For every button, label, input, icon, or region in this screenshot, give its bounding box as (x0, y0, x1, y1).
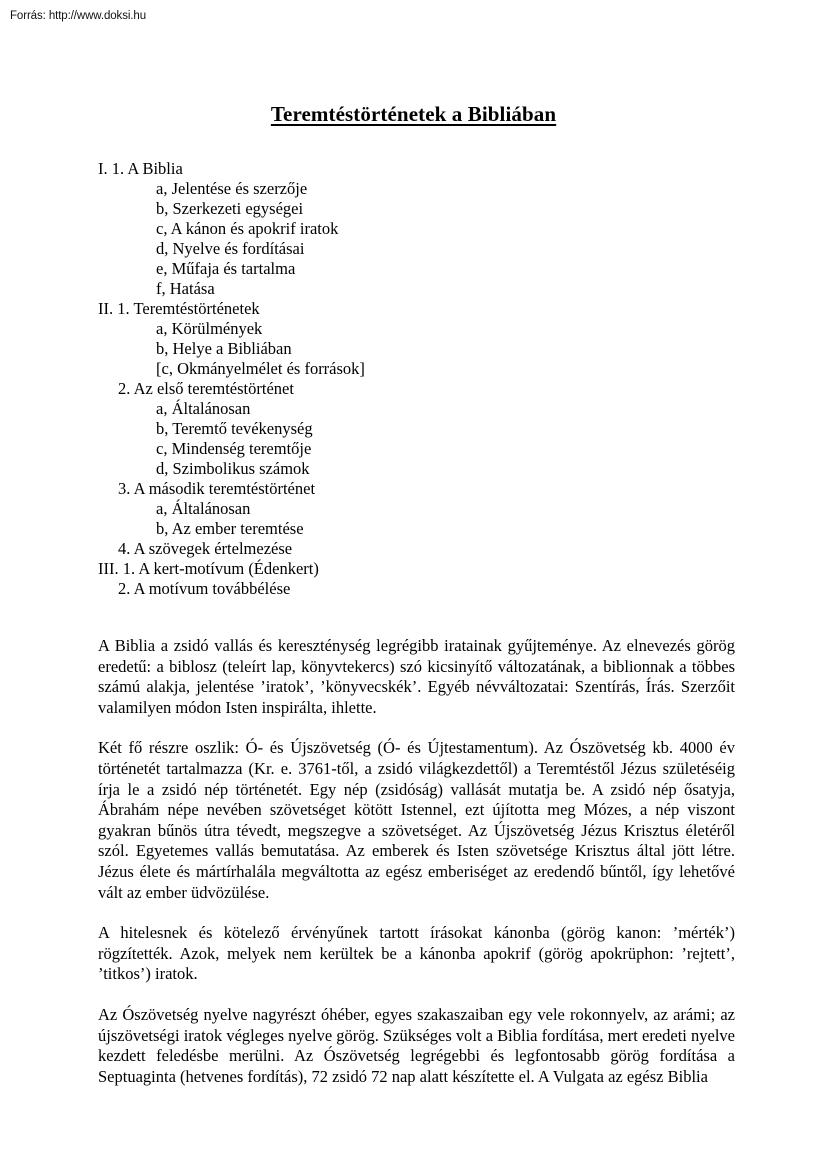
toc-entry: a, Általánosan (156, 499, 251, 518)
toc-entry: III. 1. A kert-motívum (Édenkert) (98, 559, 319, 578)
toc-entry: b, Szerkezeti egységei (156, 199, 304, 218)
toc-entry: 4. A szövegek értelmezése (118, 539, 293, 558)
body-paragraph: A hitelesnek és kötelező érvényűnek tartott írásokat kánonba (görög kanon: ’mérték’) rögzítették. Azok, melyek nem kerültek be a kánonba apokrif (görög apokrüphon: ’rejtett’, ’titkos’) iratok. (98, 923, 735, 984)
toc-entry: II. 1. Teremtéstörténetek (98, 299, 260, 318)
body-paragraph: A Biblia a zsidó vallás és kereszténység legrégibb iratainak gyűjteménye. Az elnevezés görög eredetű: a biblosz (teleírt lap, könyvtekercs) szó kicsinyítő változatának, a biblionnak a többes számú alakja, jelentése ’iratok’, ’könyvecskék’. Egyéb névváltozatai: Szentírás, Írás. Szerzőit valamilyen módon Isten inspirálta, ihlette. (98, 636, 735, 717)
toc-entry: I. 1. A Biblia (98, 159, 183, 178)
toc-entry: f, Hatása (156, 279, 215, 298)
body-paragraph: Az Ószövetség nyelve nagyrészt óhéber, egyes szakaszaiban egy vele rokonnyelv, az arámi; az újszövetségi iratok végleges nyelve görög. Szükséges volt a Biblia fordítása, mert eredeti nyelve kezdett feledésbe merülni. Az Ószövetség legrégebbi és legfontosabb görög fordítása a Septuaginta (hetvenes fordítás), 72 zsidó 72 nap alatt készítette el. A Vulgata az egész Biblia (98, 1004, 735, 1086)
body-paragraph: Két fő részre oszlik: Ó- és Újszövetség (Ó- és Újtestamentum). Az Ószövetség kb. 4000 év történetét tartalmazza (Kr. e. 3761-től, a zsidó világkezdettől) a Teremtéstől Jézus születéséig írja le a zsidó nép történetét. Egy nép (zsidóság) vallását mutatja be. A zsidó nép ősatyja, Ábrahám népe nevében szövetséget kötött Istennel, ezt újította meg Mózes, a nép viszont gyakran bűnös útra tévedt, megszegve a szövetséget. Az Újszövetség Jézus Krisztus életéről szól. Egyetemes vallás bemutatása. Az emberek és Isten szövetsége Krisztus által jött létre. Jézus élete és mártírhalála megváltotta az egész emberiséget az eredendő bűntől, így lehetővé vált az ember üdvözülése. (98, 738, 735, 902)
toc-entry: c, A kánon és apokrif iratok (156, 219, 339, 238)
toc-entry: b, Teremtő tevékenység (156, 419, 313, 438)
toc-entry: a, Általánosan (156, 399, 251, 418)
toc-entry: c, Mindenség teremtője (156, 439, 312, 458)
toc-entry: 2. Az első teremtéstörténet (118, 379, 294, 398)
toc-entry: b, Helye a Bibliában (156, 339, 292, 358)
source-url-header: Forrás: http://www.doksi.hu (10, 10, 146, 22)
table-of-contents (98, 159, 735, 599)
toc-entry: [c, Okmányelmélet és források] (156, 359, 365, 378)
page-title-text: Teremtéstörténetek a Bibliában (270, 102, 557, 126)
toc-entry: 3. A második teremtéstörténet (118, 479, 316, 498)
toc-entry: 2. A motívum továbbélése (118, 579, 291, 598)
toc-entry: a, Jelentése és szerzője (156, 179, 308, 198)
body-text (98, 636, 735, 1087)
toc-entry: b, Az ember teremtése (156, 519, 304, 538)
toc-entry: d, Szimbolikus számok (156, 459, 310, 478)
toc-entry: e, Műfaja és tartalma (156, 259, 296, 278)
toc-entry: d, Nyelve és fordításai (156, 239, 305, 258)
toc-entry: a, Körülmények (156, 319, 263, 338)
page-title (0, 101, 827, 127)
